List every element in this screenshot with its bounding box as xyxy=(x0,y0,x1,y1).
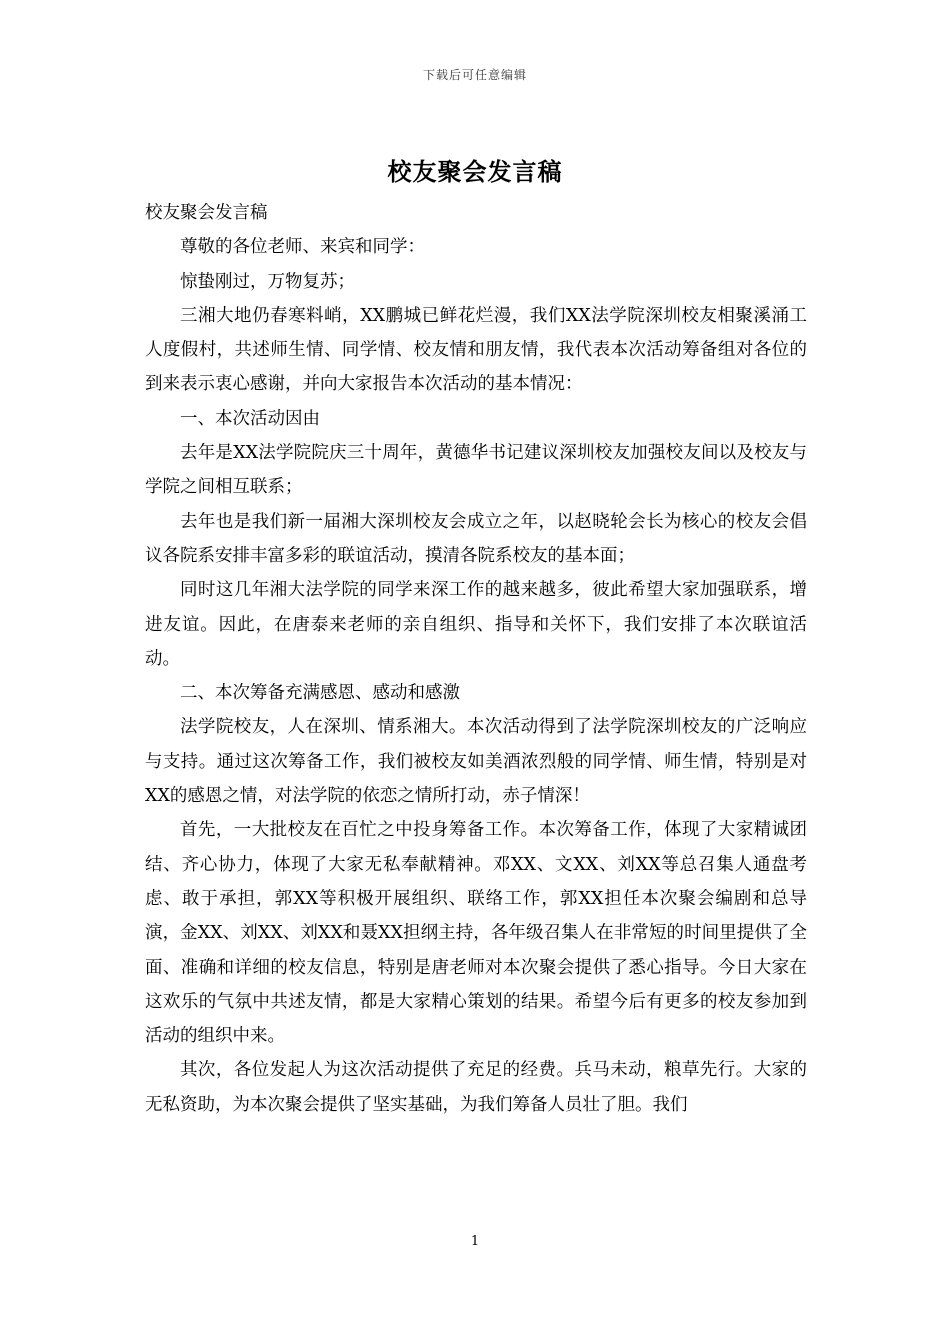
paragraph: 去年是XX法学院院庆三十周年，黄德华书记建议深圳校友加强校友间以及校友与学院之间相互联系； xyxy=(145,443,807,498)
paragraph: 首先，一大批校友在百忙之中投身筹备工作。本次筹备工作，体现了大家精诚团结、齐心协力，体现了大家无私奉献精神。邓XX、文XX、刘XX等总召集人通盘考虑、敢于承担，郭XX等积极开展组织、联络工作，郭XX担任本次聚会编剧和总导演，金XX、刘XX、刘XX和聂XX担纲主持，各年级召集人在非常短的时间里提供了全面、准确和详细的校友信息，特别是唐老师对本次聚会提供了悉心指导。今日大家在这欢乐的气氛中共述友情，都是大家精心策划的结果。希望今后有更多的校友参加到活动的组织中来。 xyxy=(145,820,807,1047)
paragraph: 同时这几年湘大法学院的同学来深工作的越来越多，彼此希望大家加强联系，增进友谊。因此，在唐泰来老师的亲自组织、指导和关怀下，我们安排了本次联谊活动。 xyxy=(145,580,807,669)
section-heading: 二、本次筹备充满感恩、感动和感激 xyxy=(180,683,460,704)
paragraph: 法学院校友，人在深圳、情系湘大。本次活动得到了法学院深圳校友的广泛响应与支持。通过这次筹备工作，我们被校友如美酒浓烈般的同学情、师生情，特别是对XX的感恩之情，对法学院的依恋之情所打动，赤子情深！ xyxy=(145,717,807,807)
page-number: 1 xyxy=(470,1234,480,1249)
section-heading: 一、本次活动因由 xyxy=(180,408,320,429)
paragraph: 去年也是我们新一届湘大深圳校友会成立之年，以赵晓轮会长为核心的校友会倡议各院系安排丰富多彩的联谊活动，摸清各院系校友的基本面； xyxy=(145,511,807,566)
header-note: 下载后可任意编辑 xyxy=(422,68,527,82)
paragraph: 三湘大地仍春寒料峭，XX鹏城已鲜花烂漫，我们XX法学院深圳校友相聚溪涌工人度假村，共述师生情、同学情、校友情和朋友情，我代表本次活动筹备组对各位的到来表示衷心感谢，并向大家报告本次活动的基本情况： xyxy=(145,305,807,395)
paragraph: 其次，各位发起人为这次活动提供了充足的经费。兵马未动，粮草先行。大家的无私资助，为本次聚会提供了坚实基础，为我们筹备人员壮了胆。我们 xyxy=(145,1060,807,1115)
paragraph-salutation: 尊敬的各位老师、来宾和同学： xyxy=(180,237,425,258)
paragraph-subtitle: 校友聚会发言稿 xyxy=(145,203,268,223)
paragraph: 惊蛰刚过，万物复苏； xyxy=(180,271,355,292)
document-title: 校友聚会发言稿 xyxy=(387,157,563,186)
document-body xyxy=(145,196,807,1122)
